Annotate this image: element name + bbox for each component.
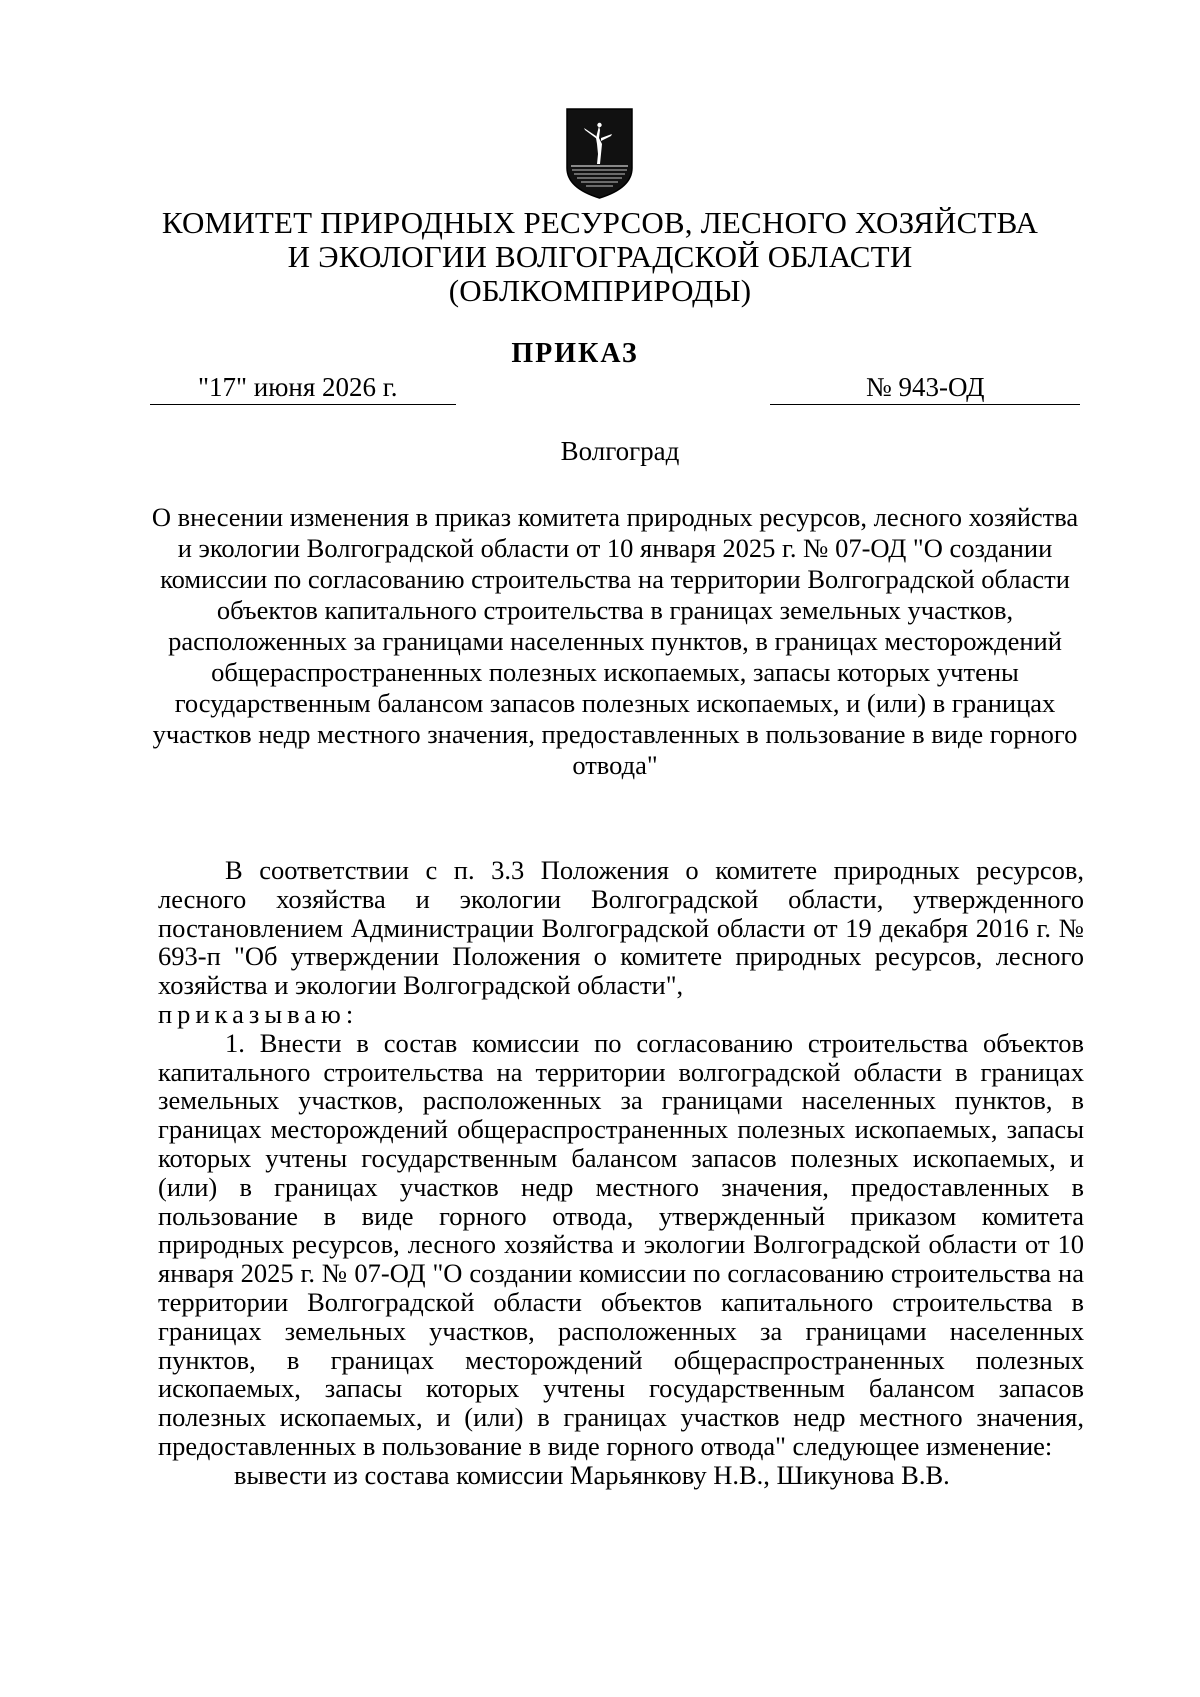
- document-city: Волгоград: [560, 436, 680, 466]
- org-line-3: (ОБЛКОМПРИРОДЫ): [448, 273, 752, 308]
- document-title: ПРИКАЗ: [511, 338, 639, 369]
- document-number: № 943-ОД: [770, 372, 1080, 405]
- document-date: "17" июня 2026 г.: [150, 372, 456, 405]
- org-line-2: И ЭКОЛОГИИ ВОЛГОГРАДСКОЙ ОБЛАСТИ: [287, 239, 913, 274]
- order-item-1: 1. Внести в состав комиссии по согласованию строительства объектов капитального строительства на территории волгоградской области в границах земельных участков, расположенных за границами населенных пунктов, в границах месторождений общераспространенных полезных ископаемых, запасы которых учтены государственным балансом запасов полезных ископаемых, и (или) в границах участков недр местного значения, предоставленных в пользование в виде горного отвода, утвержденный приказом комитета природных ресурсов, лесного хозяйства и экологии Волгоградской области от 10 января 2025 г. № 07-ОД "О создании комиссии по согласованию строительства на территории Волгоградской области объектов капитального строительства в границах земельных участков, расположенных за границами населенных пунктов, в границах месторождений общераспространенных полезных ископаемых, запасы которых учтены государственным балансом запасов полезных ископаемых, и (или) в границах участков недр местного значения, предоставленных в пользование в виде горного отвода" следующее изменение:: [158, 1027, 1084, 1461]
- coat-of-arms-emblem: [566, 108, 633, 200]
- order-word: приказываю:: [158, 998, 359, 1029]
- organization-name: [0, 206, 1200, 308]
- document-body: [158, 856, 1084, 1490]
- org-line-1: КОМИТЕТ ПРИРОДНЫХ РЕСУРСОВ, ЛЕСНОГО ХОЗЯЙСТВА: [161, 205, 1039, 240]
- document-subject: О внесении изменения в приказ комитета природных ресурсов, лесного хозяйства и экологии Волгоградской области от 10 января 2025 г. № 07-ОД "О создании комиссии по согласованию строительства на территории Волгоградской области объектов капитального строительства в границах земельных участков, расположенных за границами населенных пунктов, в границах месторождений общераспространенных полезных ископаемых, запасы которых учтены государственным балансом запасов полезных ископаемых, и (или) в границах участков недр местного значения, предоставленных в пользование в виде горного отвода": [151, 502, 1079, 780]
- order-change: вывести из состава комиссии Марьянкову Н.В., Шикунова В.В.: [234, 1459, 950, 1490]
- preamble-paragraph: В соответствии с п. 3.3 Положения о комитете природных ресурсов, лесного хозяйства и экологии Волгоградской области, утвержденного постановлением Администрации Волгоградской области от 19 декабря 2016 г. № 693-п "Об утверждении Положения о комитете природных ресурсов, лесного хозяйства и экологии Волгоградской области",: [158, 855, 1084, 1001]
